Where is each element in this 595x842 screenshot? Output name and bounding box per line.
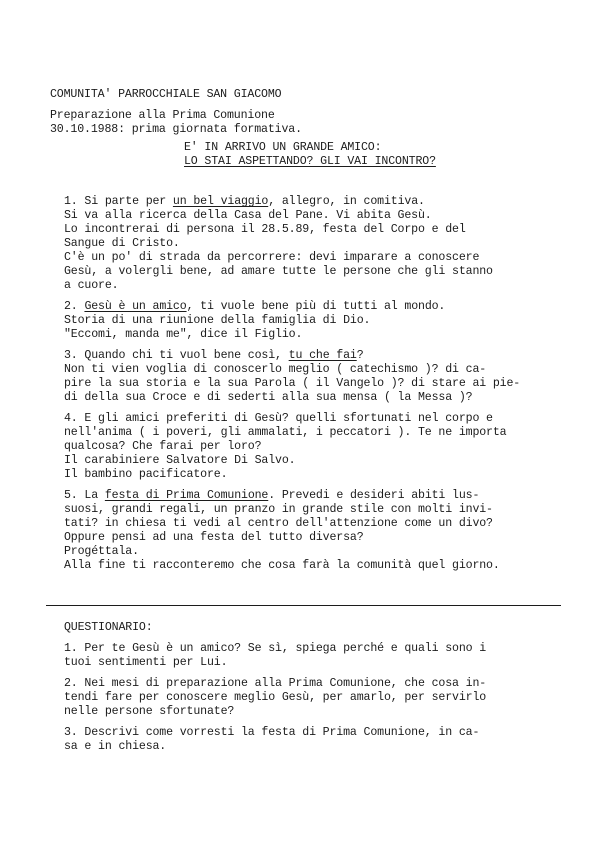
section-4-line-1: 4. E gli amici preferiti di Gesù? quelli sfortunati nel corpo e <box>64 412 493 425</box>
section-2-lead: 2. <box>64 300 85 313</box>
section-5-tail: . Prevedi e desideri abiti lus- <box>268 489 480 502</box>
section-5-line-6: Alla fine ti racconteremo che cosa farà la comunità quel giorno. <box>64 559 500 572</box>
section-1-underlined-phrase: un bel viaggio <box>172 195 269 208</box>
section-5-line-4: Oppure pensi ad una festa del tutto diversa? <box>64 531 364 544</box>
questionnaire-title: QUESTIONARIO: <box>64 621 153 634</box>
section-1-line-7: a cuore. <box>64 279 119 292</box>
question-1-line-1: 1. Per te Gesù è un amico? Se sì, spiega perché e quali sono i <box>64 642 487 655</box>
section-3-line-2: Non ti vien voglia di conoscerlo meglio ( catechismo )? di ca- <box>64 363 487 376</box>
question-3-line-1: 3. Descrivi come vorresti la festa di Prima Comunione, in ca- <box>64 726 480 739</box>
question-2-line-1: 2. Nei mesi di preparazione alla Prima Comunione, che cosa in- <box>64 677 487 690</box>
section-1-line-5: C'è un po' di strada da percorrere: devi imparare a conoscere <box>64 251 480 264</box>
section-4-line-5: Il bambino pacificatore. <box>64 468 228 481</box>
question-2-line-3: nelle persone sfortunate? <box>64 705 235 718</box>
question-3-line-2: sa e in chiesa. <box>64 740 167 753</box>
section-1-line-2: Si va alla ricerca della Casa del Pane. Vi abita Gesù. <box>64 209 432 222</box>
section-2-tail: , ti vuole bene più di tutti al mondo. <box>186 300 446 313</box>
section-2-line-2: Storia di una riunione della famiglia di Dio. <box>64 314 371 327</box>
section-1-line-3: Lo incontrerai di persona il 28.5.89, festa del Corpo e del <box>64 223 466 236</box>
section-1-line-1 <box>64 195 425 209</box>
question-1-line-2: tuoi sentimenti per Lui. <box>64 656 228 669</box>
section-3-underlined-phrase: tu che fai <box>288 349 357 362</box>
document-subtitle: Preparazione alla Prima Comunione <box>50 109 275 122</box>
headline-line-1: E' IN ARRIVO UN GRANDE AMICO: <box>184 141 382 154</box>
section-2-underlined-phrase: Gesù è un amico <box>84 300 187 313</box>
section-4-line-2: nell'anima ( i poveri, gli ammalati, i peccatori ). Te ne importa <box>64 426 507 439</box>
question-2-line-2: tendi fare per conoscere meglio Gesù, per amarlo, per servirlo <box>64 691 487 704</box>
section-5-line-1 <box>64 489 479 503</box>
section-4-line-4: Il carabiniere Salvatore Di Salvo. <box>64 454 296 467</box>
date-line: 30.10.1988: prima giornata formativa. <box>50 123 302 136</box>
section-3-line-1 <box>64 349 364 363</box>
section-5-line-2: suosi, grandi regali, un pranzo in grande stile con molti invi- <box>64 503 493 516</box>
section-3-tail: ? <box>356 349 364 362</box>
section-2-line-3: "Eccomi, manda me", dice il Figlio. <box>64 328 303 341</box>
section-5-line-5: Progéttala. <box>64 545 139 558</box>
section-4-line-3: qualcosa? Che farai per loro? <box>64 440 262 453</box>
section-3-line-3: pire la sua storia e la sua Parola ( il Vangelo )? di stare ai pie- <box>64 377 521 390</box>
section-1-line-4: Sangue di Cristo. <box>64 237 180 250</box>
section-divider <box>46 605 561 606</box>
section-1-lead: 1. Si parte per <box>64 195 173 208</box>
headline-line-2: LO STAI ASPETTANDO? GLI VAI INCONTRO? <box>184 155 436 168</box>
organization-heading: COMUNITA' PARROCCHIALE SAN GIACOMO <box>50 88 282 101</box>
section-1-line-6: Gesù, a volergli bene, ad amare tutte le persone che gli stanno <box>64 265 493 278</box>
section-3-lead: 3. Quando chi ti vuol bene così, <box>64 349 289 362</box>
section-1-tail: , allegro, in comitiva. <box>268 195 425 208</box>
section-5-underlined-phrase: festa di Prima Comunione <box>104 489 269 502</box>
section-2-line-1 <box>64 300 445 314</box>
section-5-lead: 5. La <box>64 489 105 502</box>
section-3-line-4: di della sua Croce e di sederti alla sua mensa ( la Messa )? <box>64 391 473 404</box>
section-5-line-3: tati? in chiesa ti vedi al centro dell'attenzione come un divo? <box>64 517 493 530</box>
